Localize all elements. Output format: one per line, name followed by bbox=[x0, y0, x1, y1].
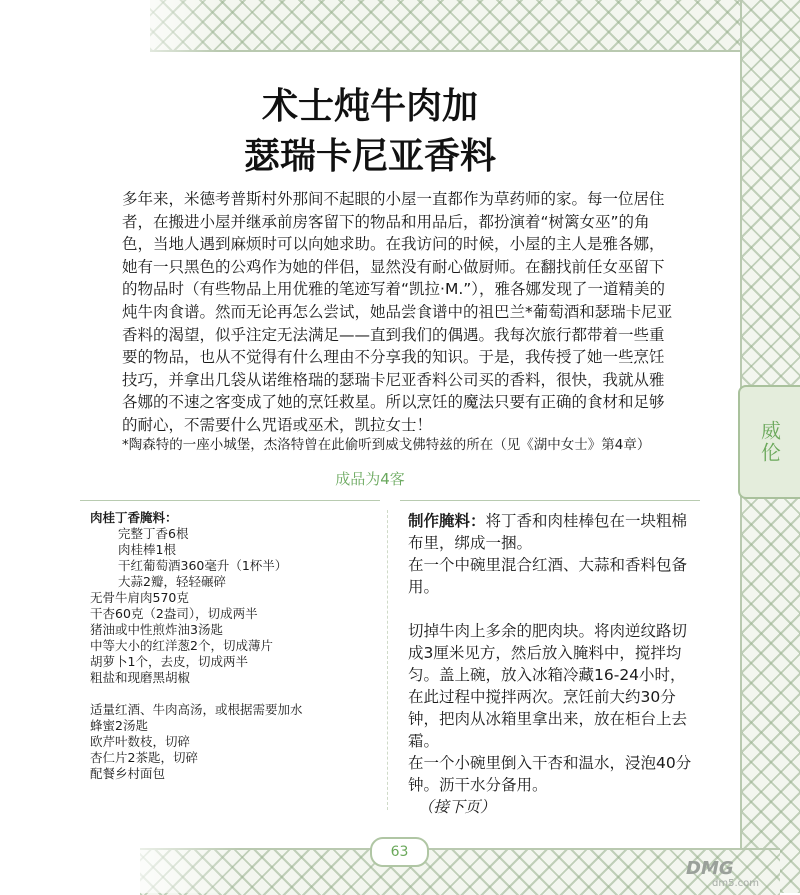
divider-rule-left bbox=[80, 500, 380, 501]
column-divider bbox=[387, 510, 388, 810]
border-fade bbox=[100, 0, 220, 55]
chapter-tab bbox=[738, 385, 800, 499]
ingredient-item: 胡萝卜1个，去皮，切成两半 bbox=[90, 654, 248, 669]
footnote: *陶森特的一座小城堡，杰洛特曾在此偷听到威戈佛特兹的所在（见《湖中女士》第4章） bbox=[122, 437, 651, 453]
continued-note: （接下页） bbox=[418, 798, 496, 816]
ingredient-item: 中等大小的红洋葱2个，切成薄片 bbox=[90, 638, 273, 653]
ingredient-item: 蜂蜜2汤匙 bbox=[90, 718, 148, 733]
ingredient-item: 肉桂棒1根 bbox=[118, 542, 176, 557]
chapter-tab-label: 威伦 bbox=[757, 420, 782, 464]
border-fade-bottom bbox=[100, 846, 240, 893]
recipe-title bbox=[0, 82, 740, 182]
ingredient-item: 杏仁片2茶匙，切碎 bbox=[90, 750, 198, 765]
title-line-1: 术士炖牛肉加 bbox=[261, 86, 478, 127]
decorative-border-top bbox=[150, 0, 790, 52]
watermark-logo: DMG bbox=[686, 858, 734, 879]
watermark-url: dm5.com bbox=[712, 878, 759, 889]
divider-rule-right bbox=[400, 500, 700, 501]
ingredient-item: 猪油或中性煎炸油3汤匙 bbox=[90, 622, 223, 637]
ingredient-item: 粗盐和现磨黑胡椒 bbox=[90, 670, 191, 685]
ingredient-item: 完整丁香6根 bbox=[118, 526, 189, 541]
method-step-1b: 在一个中碗里混合红酒、大蒜和香料包备用。 bbox=[408, 556, 688, 596]
method-step-1 bbox=[408, 510, 693, 554]
method-step-text: 将丁香和肉桂棒包在一块粗棉布里，绑成一捆。 bbox=[408, 512, 688, 552]
page-number: 63 bbox=[370, 837, 429, 867]
ingredient-item: 干红葡萄酒360毫升（1杯半） bbox=[118, 558, 288, 573]
method-steps bbox=[408, 510, 693, 818]
ingredient-item: 大蒜2瓣，轻轻碾碎 bbox=[118, 574, 226, 589]
ingredient-item: 欧芹叶数枝，切碎 bbox=[90, 734, 191, 749]
method-step-2: 切掉牛肉上多余的肥肉块。将肉逆纹路切成3厘米见方，然后放入腌料中，搅拌均匀。盖上碗，放入冰箱冷藏16-24小时，在此过程中搅拌两次。烹饪前大约30分钟，把肉从冰箱里拿出来，放在柜台上去霜。 bbox=[408, 622, 688, 750]
ingredient-item: 干杏60克（2盎司），切成两半 bbox=[90, 606, 258, 621]
method-step-label: 制作腌料： bbox=[408, 512, 486, 530]
ingredient-heading: 肉桂丁香腌料： bbox=[90, 510, 178, 525]
intro-paragraph: 多年来，米德考普斯村外那间不起眼的小屋一直都作为草药师的家。每一位居住者，在搬进小屋并继承前房客留下的物品和用品后，都扮演着“树篱女巫”的角色，当地人遇到麻烦时可以向她求助。在我访问的时候，小屋的主人是雅各娜，她有一只黑色的公鸡作为她的伴侣，显然没有耐心做厨师。在翻找前任女巫留下的物品时（有些物品上用优雅的笔迹写着“凯拉·M.”），雅各娜发现了一道精美的炖牛肉食谱。然而无论再怎么尝试，她品尝食谱中的祖巴兰*葡萄酒和瑟瑞卡尼亚香料的渴望，似乎注定无法满足——直到我们的偶遇。我每次旅行都带着一些重要的物品，也从不觉得有什么理由不分享我的知识。于是，我传授了她一些烹饪技巧，并拿出几袋从诺维格瑞的瑟瑞卡尼亚香料公司买的香料，很快，我就从雅各娜的不速之客变成了她的烹饪救星。所以烹饪的魔法只要有正确的食材和足够的耐心，不需要什么咒语或巫术，凯拉女士！ bbox=[122, 190, 673, 434]
ingredient-list bbox=[90, 510, 380, 782]
method-step-3: 在一个小碗里倒入干杏和温水，浸泡40分钟。沥干水分备用。 bbox=[408, 754, 692, 794]
ingredient-item: 适量红酒、牛肉高汤，或根据需要加水 bbox=[90, 702, 303, 717]
ingredient-item: 无骨牛肩肉570克 bbox=[90, 590, 189, 605]
ingredient-item: 配餐乡村面包 bbox=[90, 766, 166, 781]
title-line-2: 瑟瑞卡尼亚香料 bbox=[243, 136, 496, 177]
servings-label: 成品为4客 bbox=[335, 470, 405, 488]
